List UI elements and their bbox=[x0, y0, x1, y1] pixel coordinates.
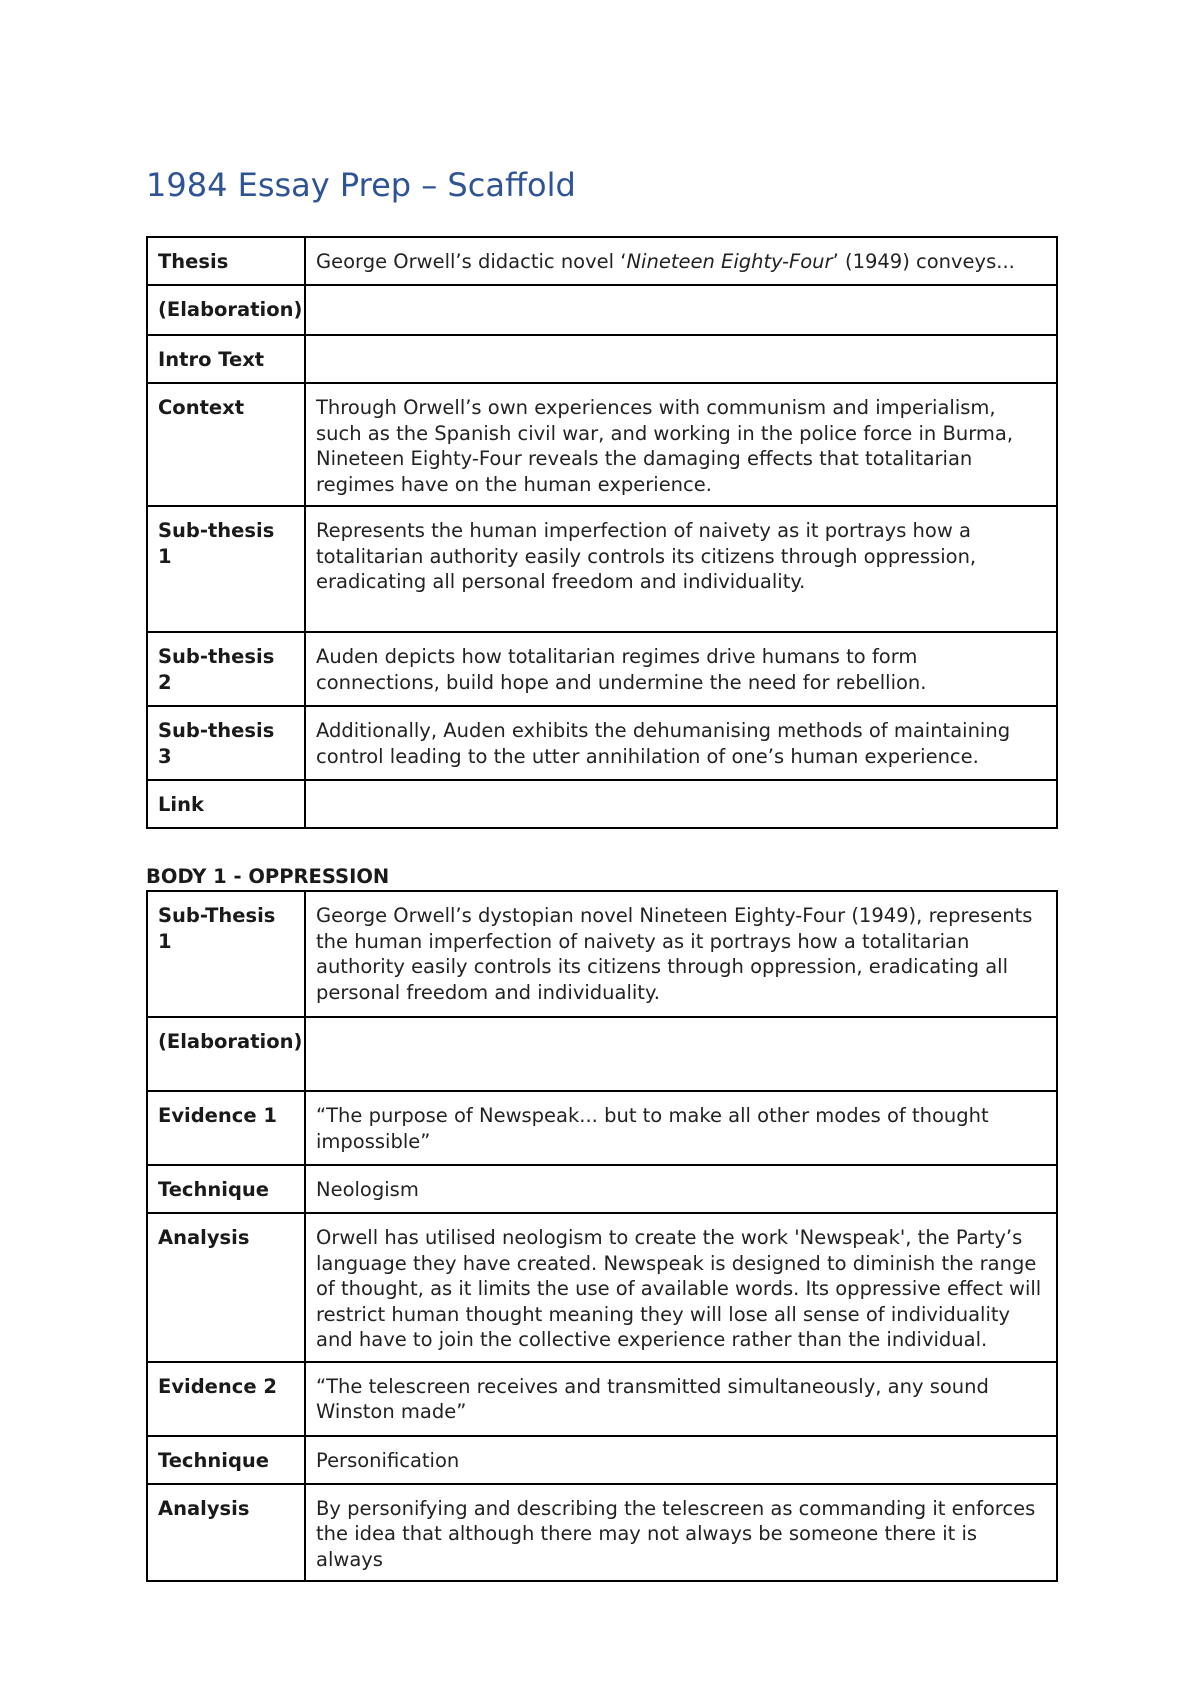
technique-1-value: Neologism bbox=[305, 1165, 1057, 1213]
table-row bbox=[147, 780, 1057, 828]
table-row bbox=[147, 1362, 1057, 1436]
thesis-label: Thesis bbox=[147, 237, 305, 285]
analysis-2-label: Analysis bbox=[147, 1484, 305, 1582]
subthesis-1-label: Sub-thesis 1 bbox=[147, 506, 305, 632]
subthesis-2-label: Sub-thesis 2 bbox=[147, 632, 305, 706]
elaboration-label: (Elaboration) bbox=[147, 285, 305, 335]
thesis-suffix: ’ (1949) conveys... bbox=[832, 250, 1015, 273]
table-row bbox=[147, 1484, 1057, 1582]
intro-scaffold-table bbox=[146, 236, 1058, 829]
technique-1-label: Technique bbox=[147, 1165, 305, 1213]
table-row bbox=[147, 335, 1057, 383]
table-row bbox=[147, 1436, 1057, 1484]
subthesis-2-value: Auden depicts how totalitarian regimes drive humans to form connections, build hope and undermine the need for rebellion. bbox=[305, 632, 1057, 706]
evidence-1-label: Evidence 1 bbox=[147, 1091, 305, 1165]
table-row bbox=[147, 1213, 1057, 1362]
thesis-novel-title: Nineteen Eighty-Four bbox=[626, 250, 833, 273]
body-1-heading: BODY 1 - OPPRESSION bbox=[146, 865, 390, 888]
body-subthesis-label: Sub-Thesis 1 bbox=[147, 891, 305, 1017]
evidence-2-value: “The telescreen receives and transmitted simultaneously, any sound Winston made” bbox=[305, 1362, 1057, 1436]
table-row bbox=[147, 237, 1057, 285]
analysis-1-value: Orwell has utilised neologism to create the work 'Newspeak', the Party’s language they have created. Newspeak is designed to diminish the range of thought, as it limits the use of available words. Its oppressive effect will restrict human thought meaning they will lose all sense of individuality and have to join the collective experience rather than the individual. bbox=[305, 1213, 1057, 1362]
subthesis-1-value: Represents the human imperfection of naivety as it portrays how a totalitarian authority easily controls its citizens through oppression, eradicating all personal freedom and individuality. bbox=[305, 506, 1057, 632]
body-1-scaffold-table bbox=[146, 890, 1058, 1582]
subthesis-3-label: Sub-thesis 3 bbox=[147, 706, 305, 780]
link-value bbox=[305, 780, 1057, 828]
table-row bbox=[147, 632, 1057, 706]
elaboration-value bbox=[305, 285, 1057, 335]
context-label: Context bbox=[147, 383, 305, 506]
intro-text-value bbox=[305, 335, 1057, 383]
body-elaboration-label: (Elaboration) bbox=[147, 1017, 305, 1091]
thesis-prefix: George Orwell’s didactic novel ‘ bbox=[316, 250, 627, 273]
table-row bbox=[147, 1165, 1057, 1213]
thesis-value bbox=[305, 237, 1057, 285]
technique-2-label: Technique bbox=[147, 1436, 305, 1484]
table-row bbox=[147, 506, 1057, 632]
intro-text-label: Intro Text bbox=[147, 335, 305, 383]
table-row bbox=[147, 285, 1057, 335]
table-row bbox=[147, 1017, 1057, 1091]
analysis-1-label: Analysis bbox=[147, 1213, 305, 1362]
body-elaboration-value bbox=[305, 1017, 1057, 1091]
table-row bbox=[147, 706, 1057, 780]
context-value: Through Orwell’s own experiences with communism and imperialism, such as the Spanish civil war, and working in the police force in Burma, Nineteen Eighty-Four reveals the damaging effects that totalitarian regimes have on the human experience. bbox=[305, 383, 1057, 506]
analysis-2-value: By personifying and describing the telescreen as commanding it enforces the idea that although there may not always be someone there it is always bbox=[305, 1484, 1057, 1582]
table-row bbox=[147, 1091, 1057, 1165]
technique-2-value: Personification bbox=[305, 1436, 1057, 1484]
evidence-2-label: Evidence 2 bbox=[147, 1362, 305, 1436]
table-row bbox=[147, 383, 1057, 506]
subthesis-3-value: Additionally, Auden exhibits the dehumanising methods of maintaining control leading to the utter annihilation of one’s human experience. bbox=[305, 706, 1057, 780]
document-title: 1984 Essay Prep – Scaffold bbox=[146, 166, 576, 204]
link-label: Link bbox=[147, 780, 305, 828]
evidence-1-value: “The purpose of Newspeak... but to make all other modes of thought impossible” bbox=[305, 1091, 1057, 1165]
table-row bbox=[147, 891, 1057, 1017]
body-subthesis-value: George Orwell’s dystopian novel Nineteen Eighty-Four (1949), represents the human imperfection of naivety as it portrays how a totalitarian authority easily controls its citizens through oppression, eradicating all personal freedom and individuality. bbox=[305, 891, 1057, 1017]
